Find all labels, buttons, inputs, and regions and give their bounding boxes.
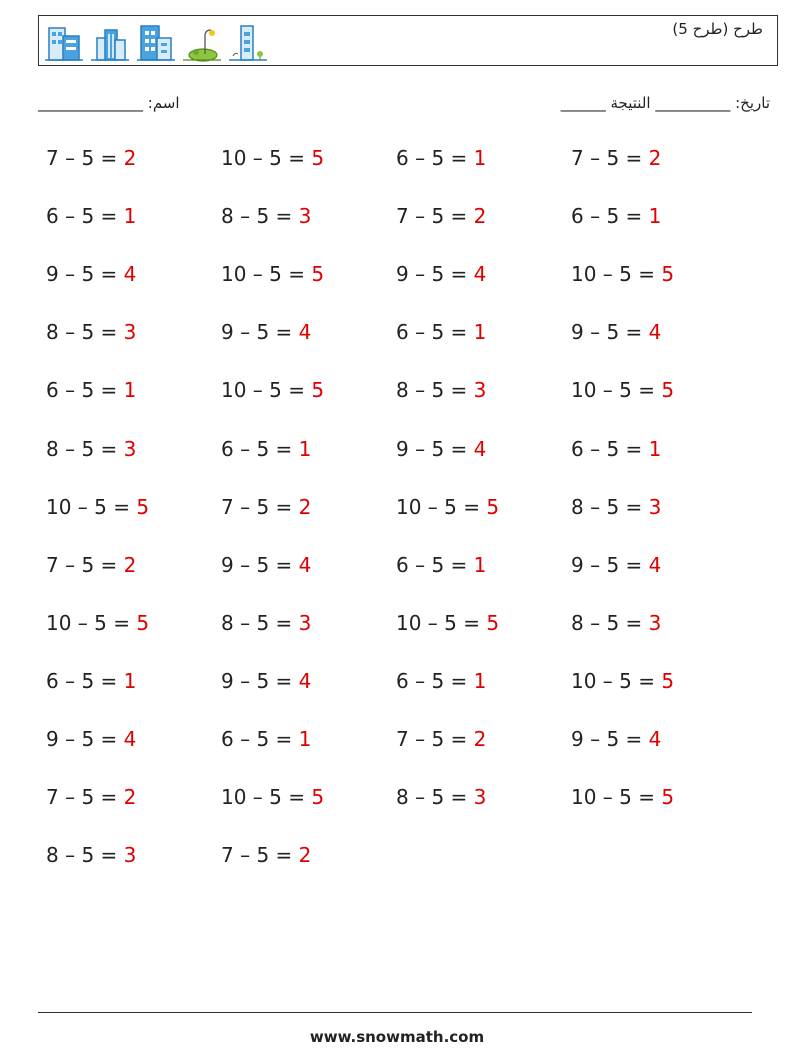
problem-item [571, 437, 661, 461]
problem-item [46, 611, 149, 635]
problem-answer: 4 [298, 552, 312, 577]
problem-answer: 1 [473, 668, 487, 693]
problem-item [46, 843, 136, 867]
problem-item [221, 262, 324, 286]
problem-question: 9 – 5 = [571, 727, 649, 751]
problem-answer: 2 [473, 204, 487, 229]
problem-answer: 5 [486, 494, 500, 519]
problem-answer: 1 [123, 378, 137, 403]
problem-answer: 3 [473, 785, 487, 810]
problem-question: 10 – 5 = [221, 262, 312, 287]
tower-icon [229, 22, 267, 62]
problem-answer: 5 [661, 785, 675, 810]
problem-item [571, 727, 661, 751]
problem-item [396, 669, 486, 693]
problem-answer: 5 [311, 378, 325, 403]
problem-item [221, 611, 311, 635]
problem-question: 8 – 5 = [46, 843, 124, 868]
problem-question: 10 – 5 = [221, 785, 312, 810]
problem-answer: 3 [123, 843, 137, 868]
name-field: اسم: ______________ [38, 94, 180, 112]
problem-question: 9 – 5 = [221, 320, 299, 345]
office-building-icon [91, 22, 129, 62]
park-icon [183, 22, 221, 62]
problem-answer: 5 [486, 610, 500, 635]
problem-answer: 2 [298, 843, 312, 868]
problem-answer: 5 [311, 262, 325, 287]
problem-question: 9 – 5 = [46, 727, 124, 751]
problem-item [46, 204, 136, 228]
problem-question: 7 – 5 = [396, 727, 474, 751]
problem-item [571, 669, 674, 693]
problem-item [221, 495, 311, 519]
problem-answer: 1 [298, 436, 312, 461]
problem-item [46, 320, 136, 344]
problem-answer: 4 [473, 436, 487, 461]
problem-item [396, 146, 486, 170]
problem-answer: 2 [123, 552, 137, 577]
problem-answer: 5 [661, 378, 675, 403]
problem-answer: 2 [298, 494, 312, 519]
problem-answer: 3 [473, 378, 487, 403]
problem-answer: 4 [648, 727, 662, 751]
problem-item [46, 262, 136, 286]
problem-item [396, 611, 499, 635]
problem-item [571, 785, 674, 809]
problem-question: 9 – 5 = [221, 668, 299, 693]
problem-item [396, 785, 486, 809]
problem-item [221, 437, 311, 461]
header-icons [45, 22, 267, 62]
problem-item [396, 437, 486, 461]
problem-item [396, 727, 486, 751]
problem-question: 9 – 5 = [396, 436, 474, 461]
problem-question: 6 – 5 = [396, 146, 474, 170]
problem-item [221, 553, 311, 577]
problem-answer: 1 [648, 436, 662, 461]
problem-answer: 5 [311, 146, 325, 170]
building-icon [45, 22, 83, 62]
problem-answer: 4 [123, 262, 137, 287]
problem-answer: 4 [473, 262, 487, 287]
problem-question: 9 – 5 = [221, 552, 299, 577]
problem-item [221, 727, 311, 751]
problem-answer: 5 [136, 610, 150, 635]
problem-item [396, 553, 486, 577]
date-score-field: تاريخ: __________ النتيجة ______ [560, 94, 770, 112]
problem-question: 7 – 5 = [46, 785, 124, 810]
problem-question: 10 – 5 = [46, 494, 137, 519]
problem-question: 8 – 5 = [221, 610, 299, 635]
problem-answer: 1 [123, 204, 137, 229]
problem-item [221, 669, 311, 693]
problem-answer: 2 [648, 146, 662, 170]
problem-item [396, 262, 486, 286]
problem-question: 10 – 5 = [396, 610, 487, 635]
problem-question: 10 – 5 = [396, 494, 487, 519]
problem-answer: 4 [298, 320, 312, 345]
problem-question: 7 – 5 = [571, 146, 649, 170]
apartment-building-icon [137, 22, 175, 62]
problem-question: 8 – 5 = [396, 378, 474, 403]
problem-answer: 1 [648, 204, 662, 229]
problem-item [221, 378, 324, 402]
problem-item [46, 669, 136, 693]
problem-item [396, 320, 486, 344]
problem-answer: 1 [473, 552, 487, 577]
problem-question: 6 – 5 = [396, 552, 474, 577]
problem-item [46, 727, 136, 751]
problem-question: 7 – 5 = [221, 843, 299, 868]
problem-answer: 1 [123, 668, 137, 693]
problem-item [571, 146, 661, 170]
problem-question: 6 – 5 = [571, 204, 649, 229]
problem-answer: 4 [298, 668, 312, 693]
problem-answer: 5 [311, 785, 325, 810]
problem-item [221, 204, 311, 228]
problem-item [396, 378, 486, 402]
problem-question: 10 – 5 = [571, 262, 662, 287]
problem-answer: 5 [661, 668, 675, 693]
problem-answer: 1 [473, 146, 487, 170]
problem-question: 10 – 5 = [571, 785, 662, 810]
problem-item [571, 262, 674, 286]
problem-answer: 5 [661, 262, 675, 287]
problem-answer: 3 [648, 610, 662, 635]
problem-answer: 5 [136, 494, 150, 519]
problem-item [571, 553, 661, 577]
header-box [38, 15, 778, 66]
problem-question: 7 – 5 = [396, 204, 474, 229]
problem-item [396, 495, 499, 519]
problem-item [571, 495, 661, 519]
problem-item [46, 553, 136, 577]
problem-question: 7 – 5 = [221, 494, 299, 519]
problem-question: 9 – 5 = [396, 262, 474, 287]
problem-question: 10 – 5 = [46, 610, 137, 635]
problem-item [46, 146, 136, 170]
problem-item [46, 785, 136, 809]
problem-question: 6 – 5 = [46, 204, 124, 229]
problem-question: 8 – 5 = [46, 320, 124, 345]
problem-item [571, 611, 661, 635]
problem-question: 8 – 5 = [46, 436, 124, 461]
problem-question: 8 – 5 = [221, 204, 299, 229]
problem-item [221, 843, 311, 867]
problem-answer: 4 [123, 727, 137, 751]
problem-question: 6 – 5 = [396, 668, 474, 693]
problem-item [221, 785, 324, 809]
problem-answer: 3 [298, 204, 312, 229]
problem-question: 8 – 5 = [396, 785, 474, 810]
problem-item [46, 495, 149, 519]
problem-question: 7 – 5 = [46, 552, 124, 577]
problem-question: 6 – 5 = [46, 668, 124, 693]
problem-question: 10 – 5 = [571, 668, 662, 693]
problem-answer: 3 [123, 320, 137, 345]
problem-item [571, 378, 674, 402]
problem-answer: 2 [123, 146, 137, 170]
worksheet-title: طرح (طرح 5) [672, 20, 763, 38]
problem-question: 9 – 5 = [571, 552, 649, 577]
problem-question: 6 – 5 = [46, 378, 124, 403]
problem-question: 10 – 5 = [221, 146, 312, 170]
problem-question: 6 – 5 = [221, 436, 299, 461]
problem-question: 6 – 5 = [571, 436, 649, 461]
problem-item [571, 204, 661, 228]
problem-answer: 1 [473, 320, 487, 345]
problem-item [221, 320, 311, 344]
problem-question: 6 – 5 = [221, 727, 299, 751]
footer-divider [38, 1012, 752, 1013]
problem-question: 10 – 5 = [571, 378, 662, 403]
problem-answer: 2 [473, 727, 487, 751]
problem-item [46, 437, 136, 461]
problem-item [571, 320, 661, 344]
problem-question: 10 – 5 = [221, 378, 312, 403]
problem-question: 9 – 5 = [571, 320, 649, 345]
problem-answer: 1 [298, 727, 312, 751]
problem-item [46, 378, 136, 402]
problem-question: 7 – 5 = [46, 146, 124, 170]
footer-url: www.snowmath.com [309, 1028, 485, 1046]
problem-question: 6 – 5 = [396, 320, 474, 345]
problem-question: 8 – 5 = [571, 610, 649, 635]
problem-answer: 2 [123, 785, 137, 810]
problem-answer: 3 [298, 610, 312, 635]
problem-answer: 3 [123, 436, 137, 461]
problem-question: 9 – 5 = [46, 262, 124, 287]
problem-answer: 3 [648, 494, 662, 519]
problem-answer: 4 [648, 552, 662, 577]
problem-item [221, 146, 324, 170]
problem-item [396, 204, 486, 228]
problem-answer: 4 [648, 320, 662, 345]
problem-question: 8 – 5 = [571, 494, 649, 519]
